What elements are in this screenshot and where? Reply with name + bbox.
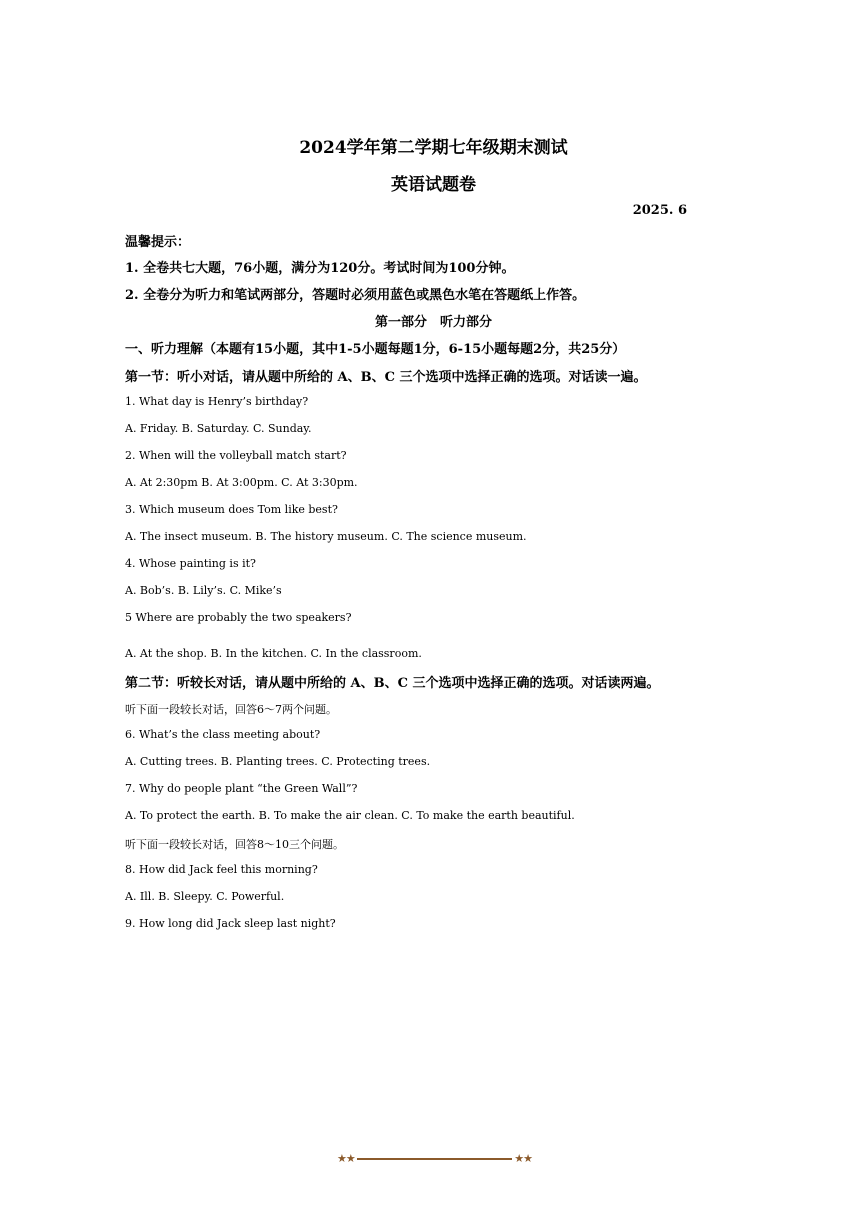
intro-6-7: 听下面一段较长对话，回答6～7两个问题。	[125, 703, 337, 716]
options-8: A. Ill. B. Sleepy. C. Powerful.	[125, 890, 285, 903]
sec2-heading: 第二节：听较长对话，请从题中所给的 A、B、C 三个选项中选择正确的选项。对话读两遍。	[125, 676, 660, 691]
question-2: 2. When will the volleyball match start?	[125, 449, 347, 462]
question-7: 7. Why do people plant “the Green Wall”?	[125, 782, 358, 795]
options-4: A. Bob’s. B. Lily’s. C. Mike’s	[125, 584, 282, 597]
question-8: 8. How did Jack feel this morning?	[125, 863, 318, 876]
options-6: A. Cutting trees. B. Planting trees. C. Protecting trees.	[125, 755, 431, 768]
question-3: 3. Which museum does Tom like best?	[125, 503, 338, 516]
sec1-heading: 第一节：听小对话，请从题中所给的 A、B、C 三个选项中选择正确的选项。对话读一遍。	[125, 370, 647, 385]
star-icon-left: ★★	[337, 1152, 355, 1165]
star-icon-right: ★★	[514, 1152, 532, 1165]
footer-divider	[357, 1158, 513, 1160]
exam-title: 2024学年第二学期七年级期末测试	[299, 138, 568, 158]
question-6: 6. What’s the class meeting about?	[125, 728, 321, 741]
section-heading: 一、听力理解（本题有15小题，其中1-5小题每题1分，6-15小题每题2分，共25分）	[125, 342, 626, 357]
exam-date: 2025. 6	[632, 203, 687, 218]
part1-title: 第一部分 听力部分	[374, 315, 492, 330]
options-7: A. To protect the earth. B. To make the air clean. C. To make the earth beautiful.	[125, 809, 575, 822]
notice-item-2: 2. 全卷分为听力和笔试两部分，答题时必须用蓝色或黑色水笔在答题纸上作答。	[125, 288, 586, 303]
intro-8-10: 听下面一段较长对话，回答8～10三个问题。	[125, 838, 344, 851]
options-1: A. Friday. B. Saturday. C. Sunday.	[125, 422, 312, 435]
options-5: A. At the shop. B. In the kitchen. C. In the classroom.	[125, 647, 422, 660]
notice-item-1: 1. 全卷共七大题，76小题，满分为120分。考试时间为100分钟。	[125, 261, 515, 276]
exam-subtitle: 英语试题卷	[391, 175, 476, 195]
question-9: 9. How long did Jack sleep last night?	[125, 917, 336, 930]
question-5: 5 Where are probably the two speakers?	[125, 611, 352, 624]
options-2: A. At 2:30pm B. At 3:00pm. C. At 3:30pm.	[125, 476, 358, 489]
footer-ornament	[337, 1152, 532, 1166]
question-1: 1. What day is Henry’s birthday?	[125, 395, 309, 408]
options-3: A. The insect museum. B. The history museum. C. The science museum.	[125, 530, 527, 543]
question-4: 4. Whose painting is it?	[125, 557, 256, 570]
notice-label: 温馨提示：	[125, 235, 191, 250]
